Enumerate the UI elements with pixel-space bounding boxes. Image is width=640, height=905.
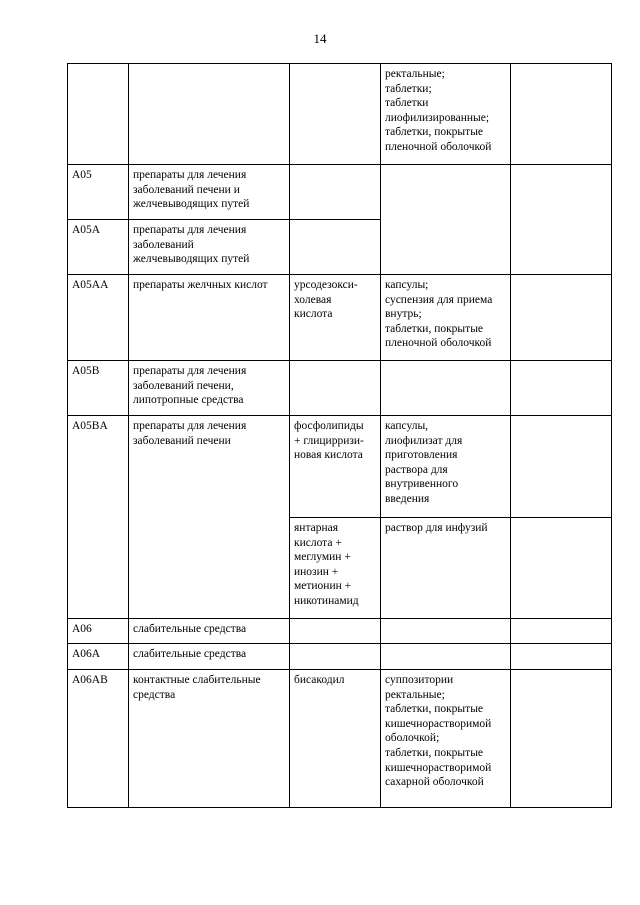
substance-cell: урсодезокси- холевая кислота [290, 275, 381, 361]
table-row [68, 619, 612, 644]
group-name-cell: препараты для лечения заболеваний печени и желчевыводящих путей [129, 165, 290, 220]
dosage-form-cell [381, 165, 511, 275]
dosage-form-cell: суппозитории ректальные; таблетки, покрытые кишечнорастворимой оболочкой; таблетки, покрытые кишечнорастворимой сахарной оболочкой [381, 670, 511, 808]
table-row [68, 416, 612, 518]
atc-code-cell: A05BA [68, 416, 129, 619]
substance-cell [290, 361, 381, 416]
table-row [68, 644, 612, 670]
atc-code-cell: A05AA [68, 275, 129, 361]
notes-cell [511, 361, 612, 416]
atc-code-cell [68, 64, 129, 165]
dosage-form-cell: ректальные; таблетки; таблетки лиофилизированные; таблетки, покрытые пленочной оболочкой [381, 64, 511, 165]
dosage-form-cell: капсулы, лиофилизат для приготовления раствора для внутривенного введения [381, 416, 511, 518]
dosage-form-cell [381, 361, 511, 416]
atc-code-cell: A05 [68, 165, 129, 220]
table-row [68, 165, 612, 220]
group-name-cell: контактные слабительные средства [129, 670, 290, 808]
dosage-form-cell [381, 644, 511, 670]
page-number: 14 [313, 31, 327, 46]
group-name-cell [129, 64, 290, 165]
group-name-cell: слабительные средства [129, 644, 290, 670]
notes-cell [511, 619, 612, 644]
dosage-form-cell [381, 619, 511, 644]
substance-cell [290, 644, 381, 670]
table-row [68, 64, 612, 165]
group-name-cell: препараты для лечения заболеваний печени, липотропные средства [129, 361, 290, 416]
dosage-form-cell: капсулы; суспензия для приема внутрь; таблетки, покрытые пленочной оболочкой [381, 275, 511, 361]
notes-cell [511, 644, 612, 670]
table-row [68, 670, 612, 808]
table-row [68, 361, 612, 416]
table-row [68, 275, 612, 361]
notes-cell [511, 416, 612, 518]
notes-cell [511, 64, 612, 165]
atc-code-cell: A06AB [68, 670, 129, 808]
substance-cell: янтарная кислота + меглумин + инозин + метионин + никотинамид [290, 518, 381, 619]
substance-cell [290, 220, 381, 275]
dosage-form-cell: раствор для инфузий [381, 518, 511, 619]
atc-code-cell: A06 [68, 619, 129, 644]
drug-list-table [67, 63, 612, 808]
substance-cell [290, 619, 381, 644]
notes-cell [511, 518, 612, 619]
substance-cell [290, 64, 381, 165]
atc-code-cell: A05B [68, 361, 129, 416]
group-name-cell: препараты для лечения заболеваний желчевыводящих путей [129, 220, 290, 275]
group-name-cell: препараты для лечения заболеваний печени [129, 416, 290, 619]
notes-cell [511, 165, 612, 275]
group-name-cell: слабительные средства [129, 619, 290, 644]
substance-cell: фосфолипиды + глицирризи- новая кислота [290, 416, 381, 518]
substance-cell [290, 165, 381, 220]
group-name-cell: препараты желчных кислот [129, 275, 290, 361]
atc-code-cell: A05A [68, 220, 129, 275]
atc-code-cell: A06A [68, 644, 129, 670]
substance-cell: бисакодил [290, 670, 381, 808]
notes-cell [511, 275, 612, 361]
notes-cell [511, 670, 612, 808]
